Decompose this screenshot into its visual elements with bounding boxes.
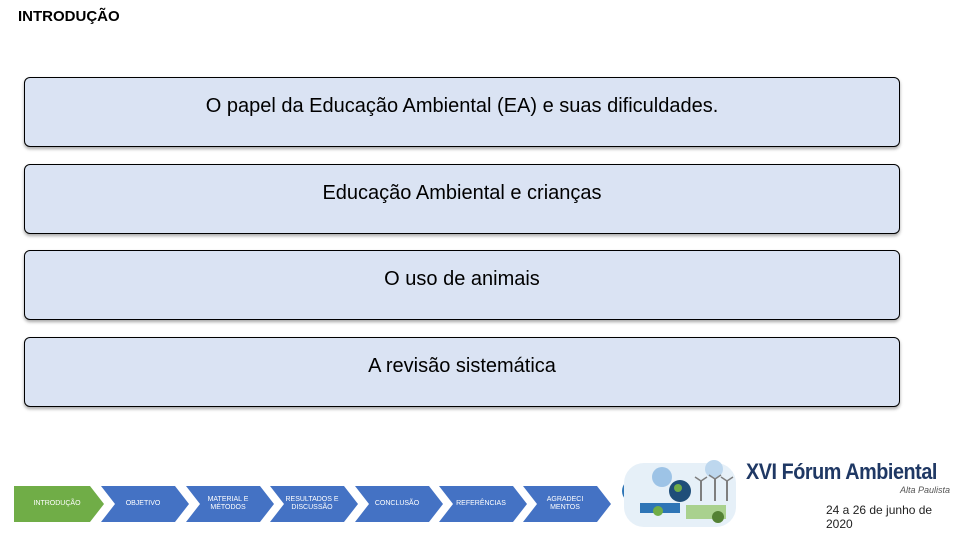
nav-step-objetivo[interactable] <box>101 486 189 522</box>
environment-collage-icon <box>624 460 736 527</box>
nav-step-referencias[interactable] <box>439 486 527 522</box>
nav-step-resultados[interactable] <box>270 486 358 522</box>
nav-step-agradecimentos[interactable] <box>523 486 611 522</box>
nav-step-label: MATERIAL E MÉTODOS <box>207 496 249 511</box>
page-title: INTRODUÇÃO <box>18 8 120 25</box>
topic-card-animals <box>24 250 900 320</box>
nav-step-conclusao[interactable] <box>355 486 443 522</box>
topic-card-systematic-review <box>24 337 900 407</box>
topic-label: O uso de animais <box>384 267 540 290</box>
nav-step-introducao[interactable] <box>14 486 104 522</box>
topic-label: A revisão sistemática <box>368 354 556 377</box>
nav-step-label: CONCLUSÃO <box>374 500 420 507</box>
nav-step-material-metodos[interactable] <box>186 486 274 522</box>
event-subtitle: Alta Paulista <box>900 485 951 495</box>
topic-card-ea-children <box>24 164 900 234</box>
topic-label: Educação Ambiental e crianças <box>322 181 602 204</box>
nav-step-label: RESULTADOS E DISCUSSÃO <box>285 496 339 511</box>
nav-step-label: AGRADECI MENTOS <box>546 496 584 511</box>
nav-step-label: OBJETIVO <box>125 500 161 507</box>
topic-card-ea-role <box>24 77 900 147</box>
event-title: XVI Fórum Ambiental <box>746 459 937 484</box>
nav-step-label: REFERÊNCIAS <box>456 500 506 507</box>
nav-step-label: INTRODUÇÃO <box>33 500 81 507</box>
event-dates: 24 a 26 de junho de 2020 <box>826 503 933 531</box>
topic-label: O papel da Educação Ambiental (EA) e suas dificuldades. <box>205 94 719 117</box>
